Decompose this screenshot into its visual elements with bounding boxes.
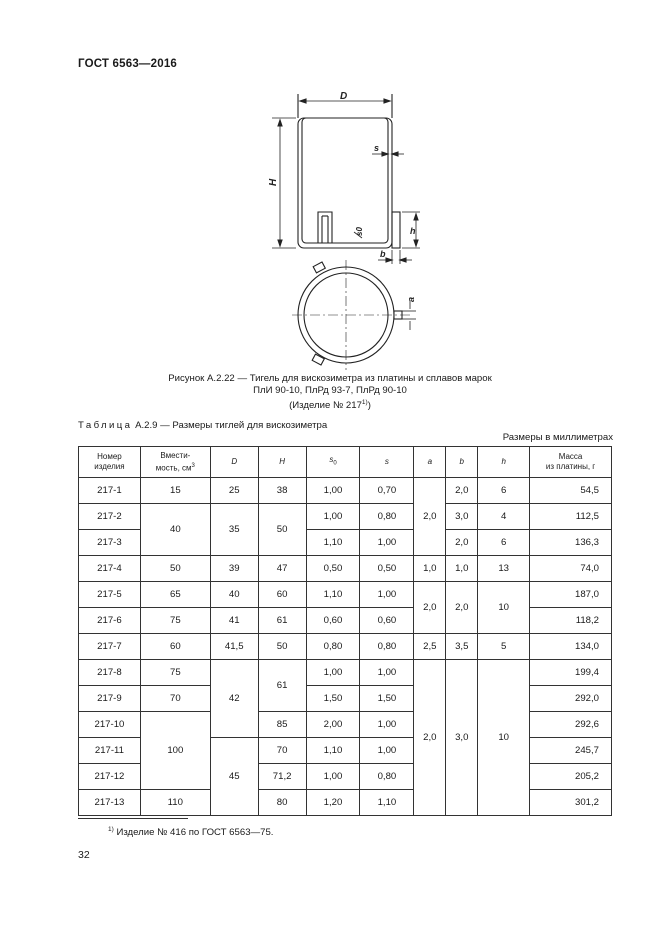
cell-capacity: 100 <box>140 712 210 790</box>
header-D: D <box>210 447 258 478</box>
cell-a: 2,5 <box>414 634 446 660</box>
cell-number: 217-2 <box>79 504 141 530</box>
cell-s0: 1,50 <box>306 686 360 712</box>
cell-mass: 199,4 <box>530 660 612 686</box>
cell-D: 35 <box>210 504 258 556</box>
cell-s: 1,00 <box>360 660 414 686</box>
cell-mass: 245,7 <box>530 738 612 764</box>
crucible-drawing <box>255 92 435 382</box>
header-s: s <box>360 447 414 478</box>
cell-H: 70 <box>258 738 306 764</box>
cell-D: 39 <box>210 556 258 582</box>
cell-H: 60 <box>258 582 306 608</box>
cell-h: 13 <box>478 556 530 582</box>
cell-H: 61 <box>258 608 306 634</box>
cell-number: 217-11 <box>79 738 141 764</box>
cell-s0: 1,00 <box>306 504 360 530</box>
cell-D: 45 <box>210 738 258 816</box>
cell-number: 217-10 <box>79 712 141 738</box>
cell-mass: 118,2 <box>530 608 612 634</box>
cell-D: 41 <box>210 608 258 634</box>
table-row <box>79 686 612 712</box>
cell-s: 0,50 <box>360 556 414 582</box>
table-header-row <box>79 447 612 478</box>
table-units: Размеры в миллиметрах <box>502 432 613 443</box>
cell-s0: 1,00 <box>306 478 360 504</box>
table-row <box>79 634 612 660</box>
cell-s0: 1,10 <box>306 582 360 608</box>
cell-b: 2,0 <box>446 478 478 504</box>
footnote: $^{1)}$ Изделие № 416 по ГОСТ 6563—75. <box>108 826 274 839</box>
cell-s0: 0,80 <box>306 634 360 660</box>
cell-s: 0,80 <box>360 504 414 530</box>
cell-H: 38 <box>258 478 306 504</box>
cell-s: 0,60 <box>360 608 414 634</box>
header-a: a <box>414 447 446 478</box>
cell-H: 85 <box>258 712 306 738</box>
table-title: Таблица А.2.9 — Размеры тиглей для вискозиметра <box>78 420 328 431</box>
cell-mass: 54,5 <box>530 478 612 504</box>
cell-H: 61 <box>258 660 306 712</box>
cell-mass: 134,0 <box>530 634 612 660</box>
cell-capacity: 50 <box>140 556 210 582</box>
cell-capacity: 40 <box>140 504 210 556</box>
cell-number: 217-12 <box>79 764 141 790</box>
label-D: D <box>340 92 348 102</box>
header-capacity: Вмести- мость, $см^3$ <box>140 447 210 478</box>
cell-s0: 1,00 <box>306 660 360 686</box>
cell-s0: 1,10 <box>306 738 360 764</box>
cell-capacity: 75 <box>140 608 210 634</box>
label-s0: s0 <box>355 227 364 236</box>
cell-D: 40 <box>210 582 258 608</box>
cell-number: 217-8 <box>79 660 141 686</box>
cell-s: 0,70 <box>360 478 414 504</box>
label-b: b <box>380 249 386 259</box>
cell-s: 0,80 <box>360 764 414 790</box>
label-H: H <box>268 178 279 186</box>
label-s: s <box>374 143 380 153</box>
dimensions-table <box>78 446 612 816</box>
cell-capacity: 110 <box>140 790 210 816</box>
cell-capacity: 75 <box>140 660 210 686</box>
cell-s: 1,10 <box>360 790 414 816</box>
cell-h: 10 <box>478 582 530 634</box>
table-row <box>79 608 612 634</box>
cell-mass: 136,3 <box>530 530 612 556</box>
cell-h: 4 <box>478 504 530 530</box>
cell-capacity: 60 <box>140 634 210 660</box>
cell-s: 1,00 <box>360 582 414 608</box>
cell-b: 3,0 <box>446 660 478 816</box>
document-code: ГОСТ 6563—2016 <box>78 58 178 70</box>
table-row <box>79 556 612 582</box>
cell-mass: 205,2 <box>530 764 612 790</box>
cell-mass: 112,5 <box>530 504 612 530</box>
header-h: h <box>478 447 530 478</box>
cell-s: 1,00 <box>360 738 414 764</box>
cell-s0: 1,00 <box>306 764 360 790</box>
cell-mass: 187,0 <box>530 582 612 608</box>
cell-D: 42 <box>210 660 258 738</box>
caption-line-2: ПлИ 90-10, ПлРд 93-7, ПлРд 90-10 <box>253 385 407 396</box>
cell-mass: 292,6 <box>530 712 612 738</box>
cell-s: 1,00 <box>360 712 414 738</box>
cell-H: 80 <box>258 790 306 816</box>
header-mass: Масса из платины, г <box>530 447 612 478</box>
cell-capacity: 65 <box>140 582 210 608</box>
cell-H: 71,2 <box>258 764 306 790</box>
cell-D: 25 <box>210 478 258 504</box>
cell-H: 47 <box>258 556 306 582</box>
cell-h: 6 <box>478 478 530 504</box>
cell-a: 2,0 <box>414 478 446 556</box>
cell-b: 3,0 <box>446 504 478 530</box>
cell-number: 217-9 <box>79 686 141 712</box>
cell-capacity: 15 <box>140 478 210 504</box>
table-row <box>79 660 612 686</box>
cell-number: 217-6 <box>79 608 141 634</box>
cell-b: 3,5 <box>446 634 478 660</box>
cell-a: 1,0 <box>414 556 446 582</box>
cell-b: 2,0 <box>446 582 478 634</box>
footnote-divider <box>78 818 188 819</box>
figure-caption <box>150 373 510 412</box>
cell-s: 0,80 <box>360 634 414 660</box>
table-row <box>79 582 612 608</box>
cell-number: 217-13 <box>79 790 141 816</box>
cell-h: 6 <box>478 530 530 556</box>
cell-s0: 1,10 <box>306 530 360 556</box>
table-row <box>79 478 612 504</box>
cell-s0: 0,60 <box>306 608 360 634</box>
header-b: b <box>446 447 478 478</box>
cell-s0: 1,20 <box>306 790 360 816</box>
cell-s: 1,50 <box>360 686 414 712</box>
cell-s0: 2,00 <box>306 712 360 738</box>
cell-number: 217-7 <box>79 634 141 660</box>
cell-number: 217-4 <box>79 556 141 582</box>
header-number: Номер изделия <box>79 447 141 478</box>
cell-mass: 301,2 <box>530 790 612 816</box>
caption-line-1: Рисунок А.2.22 — Тигель для вискозиметра из платины и сплавов марок <box>168 373 492 384</box>
header-s0: $s_0$ <box>306 447 360 478</box>
cell-H: 50 <box>258 634 306 660</box>
cell-b: 1,0 <box>446 556 478 582</box>
page-number: 32 <box>78 849 90 861</box>
cell-h: 10 <box>478 660 530 816</box>
label-h: h <box>410 226 416 236</box>
cell-mass: 74,0 <box>530 556 612 582</box>
cell-number: 217-1 <box>79 478 141 504</box>
cell-D: 41,5 <box>210 634 258 660</box>
label-a: a <box>406 296 416 302</box>
table-row <box>79 712 612 738</box>
cell-number: 217-5 <box>79 582 141 608</box>
cell-s: 1,00 <box>360 530 414 556</box>
header-H: H <box>258 447 306 478</box>
cell-capacity: 70 <box>140 686 210 712</box>
cell-a: 2,0 <box>414 582 446 634</box>
cell-H: 50 <box>258 504 306 556</box>
cell-mass: 292,0 <box>530 686 612 712</box>
table-row <box>79 790 612 816</box>
cell-number: 217-3 <box>79 530 141 556</box>
cell-a: 2,0 <box>414 660 446 816</box>
cell-s0: 0,50 <box>306 556 360 582</box>
cell-h: 5 <box>478 634 530 660</box>
table-row <box>79 504 612 530</box>
caption-line-3: (Изделие № 217$^{1)}$) <box>289 399 371 412</box>
cell-b: 2,0 <box>446 530 478 556</box>
